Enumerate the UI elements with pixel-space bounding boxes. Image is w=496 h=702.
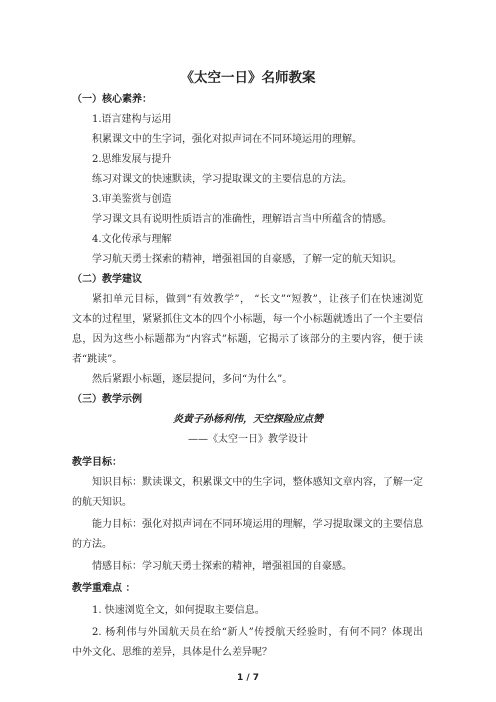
paragraph-line: 能力目标：强化对拟声词在不同环境运用的理解，学习提取课文的主要信息 bbox=[92, 519, 423, 530]
lesson-subtitle: 炎黄子孙杨利伟，天空探险应点赞 bbox=[173, 414, 323, 425]
section-heading-core-literacy: （一）核心素养： bbox=[72, 94, 152, 105]
item-text: 积累课文中的生字词，强化对拟声词在不同环境运用的理解。 bbox=[92, 134, 362, 145]
paragraph-line: 然后紧跟小标题，逐层提问，多问“为什么”。 bbox=[92, 374, 293, 385]
item-heading: 1.语言建构与运用 bbox=[92, 114, 172, 125]
list-item: 2. 杨利伟与外国航天员在给“新人”传授航天经验时，有何不同？体现出 bbox=[92, 627, 423, 638]
document-title: 《太空一日》名师教案 bbox=[180, 70, 316, 86]
goals-heading: 教学目标： bbox=[72, 457, 122, 468]
list-item: 1. 快速浏览全文，如何提取主要信息。 bbox=[92, 605, 265, 616]
section-heading-teaching-suggestions: （二）教学建议 bbox=[72, 274, 142, 285]
paragraph-line: 情感目标：学习航天勇士探索的精神，增强祖国的自豪感。 bbox=[92, 561, 352, 572]
item-text: 练习对课文的快速默读，学习提取课文的主要信息的方法。 bbox=[92, 174, 352, 185]
item-heading: 3.审美鉴赏与创造 bbox=[92, 194, 172, 205]
item-heading: 2.思维发展与提升 bbox=[92, 154, 172, 165]
paragraph-line: 文本的过程里，紧紧抓住文本的四个小标题，每一个小标题就透出了一个主要信 bbox=[72, 314, 423, 325]
key-points-heading: 教学重难点 ： bbox=[72, 583, 136, 594]
item-text: 学习课文具有说明性质语言的准确性，理解语言当中所蕴含的情感。 bbox=[92, 214, 392, 225]
list-item: 中外文化、思维的差异，具体是什么差异呢？ bbox=[72, 647, 272, 658]
paragraph-line: 的方法。 bbox=[72, 539, 112, 550]
lesson-byline: ——《太空一日》教学设计 bbox=[188, 434, 308, 445]
paragraph-line: 者“跳读”。 bbox=[72, 354, 123, 365]
section-heading-teaching-example: （三）教学示例 bbox=[72, 394, 142, 405]
paragraph-line: 知识目标：默读课文，积累课文中的生字词，整体感知文章内容，了解一定 bbox=[92, 477, 423, 488]
paragraph-line: 紧扣单元目标，做到“有效教学”， “长文”“短教”，让孩子们在快速浏览 bbox=[92, 294, 423, 305]
item-heading: 4.文化传承与理解 bbox=[92, 234, 172, 245]
paragraph-line: 息，因为这些小标题都为“内容式”标题，它揭示了该部分的主要内容，便于读 bbox=[72, 334, 423, 345]
item-text: 学习航天勇士探索的精神，增强祖国的自豪感，了解一定的航天知识。 bbox=[92, 254, 402, 265]
page-number: 1 / 7 bbox=[236, 673, 260, 683]
paragraph-line: 的航天知识。 bbox=[72, 497, 132, 508]
